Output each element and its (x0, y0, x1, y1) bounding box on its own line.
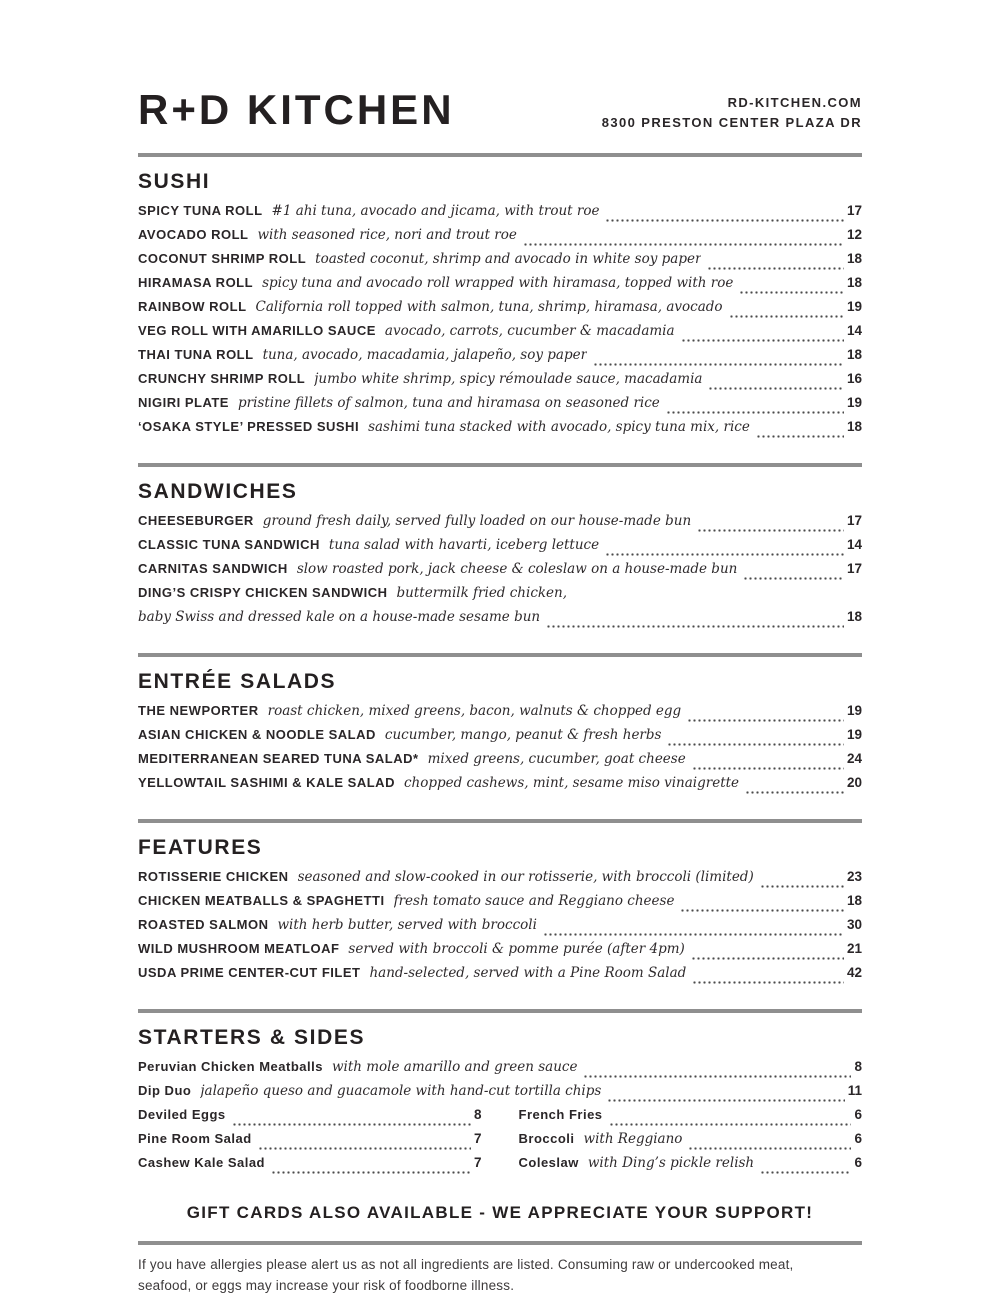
section-title: SUSHI (138, 170, 211, 194)
item-price: 21 (846, 941, 862, 957)
dot-leader (666, 403, 844, 415)
menu-item-row (138, 703, 862, 727)
menu-item-row (138, 585, 862, 609)
item-price: 18 (846, 275, 862, 291)
item-description: jalapeño queso and guacamole with hand-cut tortilla chips (200, 1083, 602, 1100)
item-name: YELLOWTAIL SASHIMI & KALE SALAD (138, 775, 395, 791)
item-name: CHICKEN MEATBALLS & SPAGHETTI (138, 893, 385, 909)
item-description: #1 ahi tuna, avocado and jicama, with trout roe (271, 203, 600, 220)
menu-item-row (138, 537, 862, 561)
item-price: 19 (846, 727, 862, 743)
sides-column (519, 1107, 863, 1179)
dot-leader (708, 379, 843, 391)
menu-item-row (138, 727, 862, 751)
item-description: roast chicken, mixed greens, bacon, walnuts & chopped egg (267, 703, 682, 720)
menu-item-row (138, 869, 862, 893)
item-price: 18 (846, 893, 862, 909)
item-price: 17 (846, 203, 862, 219)
item-name: CLASSIC TUNA SANDWICH (138, 537, 320, 553)
allergy-disclaimer: If you have allergies please alert us as not all ingredients are listed. Consuming raw or undercooked meat, seafood, or eggs may increase your risk of foodborne illness. (138, 1257, 794, 1294)
item-price: 8 (854, 1059, 862, 1075)
menu-item-row-continued (138, 609, 862, 633)
dot-leader (258, 1139, 471, 1151)
item-name: Dip Duo (138, 1083, 192, 1099)
item-description: pristine fillets of salmon, tuna and hiramasa on seasoned rice (237, 395, 660, 412)
item-price: 18 (846, 251, 862, 267)
item-price: 17 (846, 561, 862, 577)
item-description: served with broccoli & pomme purée (after 4pm) (348, 941, 685, 958)
menu-item-row (138, 227, 862, 251)
dot-leader (609, 1115, 852, 1127)
item-price: 19 (846, 395, 862, 411)
item-description: with mole amarillo and green sauce (331, 1059, 578, 1076)
menu-item-row (138, 371, 862, 395)
item-name: Cashew Kale Salad (138, 1155, 265, 1171)
dot-leader (605, 211, 843, 223)
dot-leader (745, 783, 844, 795)
restaurant-address: 8300 PRESTON CENTER PLAZA DR (601, 115, 862, 131)
gift-cards-banner: GIFT CARDS ALSO AVAILABLE - WE APPRECIATE YOUR SUPPORT! (186, 1203, 814, 1223)
item-description: baby Swiss and dressed kale on a house-made sesame bun (138, 609, 541, 626)
item-price: 6 (854, 1107, 862, 1123)
section-divider (138, 463, 862, 467)
item-name: Broccoli (518, 1131, 575, 1147)
item-description: sashimi tuna stacked with avocado, spicy tuna mix, rice (368, 419, 750, 436)
dot-leader (543, 925, 844, 937)
menu-item-row (138, 1107, 482, 1131)
item-name: HIRAMASA ROLL (138, 275, 254, 291)
item-price: 7 (473, 1155, 482, 1171)
item-price: 19 (846, 703, 862, 719)
item-name: USDA PRIME CENTER-CUT FILET (138, 965, 361, 981)
item-name: CHEESEBURGER (138, 513, 254, 529)
item-price: 30 (846, 917, 862, 933)
menu-item-row (138, 1059, 862, 1083)
item-name: DING’S CRISPY CHICKEN SANDWICH (138, 585, 388, 601)
item-name: ROASTED SALMON (138, 917, 269, 933)
item-price: 24 (846, 751, 862, 767)
item-name: VEG ROLL WITH AMARILLO SAUCE (138, 323, 376, 339)
item-description: cucumber, mango, peanut & fresh herbs (384, 727, 662, 744)
item-description: with Ding’s pickle relish (587, 1155, 755, 1172)
item-name: THAI TUNA ROLL (138, 347, 254, 363)
item-name: SPICY TUNA ROLL (138, 203, 263, 219)
menu-item-row (138, 299, 862, 323)
sides-column (138, 1107, 482, 1179)
item-price: 20 (846, 775, 862, 791)
item-price: 14 (846, 537, 862, 553)
item-description: buttermilk fried chicken, (396, 585, 568, 602)
dot-leader (607, 1091, 844, 1103)
dot-leader (523, 235, 844, 247)
item-price: 12 (846, 227, 862, 243)
dot-leader (593, 355, 844, 367)
menu-item-row (138, 203, 862, 227)
item-name: NIGIRI PLATE (138, 395, 229, 411)
item-price: 19 (846, 299, 862, 315)
item-description: spicy tuna and avocado roll wrapped with hiramasa, topped with roe (262, 275, 734, 292)
menu-item-row (138, 275, 862, 299)
item-description: California roll topped with salmon, tuna, shrimp, hiramasa, avocado (255, 299, 723, 316)
dot-leader (760, 877, 844, 889)
item-description: toasted coconut, shrimp and avocado in white soy paper (315, 251, 702, 268)
item-description: fresh tomato sauce and Reggiano cheese (393, 893, 675, 910)
item-description: avocado, carrots, cucumber & macadamia (384, 323, 675, 340)
restaurant-logo: R+D KITCHEN (138, 86, 455, 133)
menu-item-row (138, 775, 862, 799)
menu-item-row (138, 893, 862, 917)
menu-item-row (519, 1131, 863, 1155)
item-description: seasoned and slow-cooked in our rotisserie, with broccoli (limited) (297, 869, 754, 886)
item-description: with herb butter, served with broccoli (277, 917, 537, 934)
menu-item-row (138, 395, 862, 419)
dot-leader (687, 711, 844, 723)
dot-leader (697, 521, 844, 533)
item-name: Pine Room Salad (138, 1131, 252, 1147)
menu-item-row (138, 1083, 862, 1107)
item-name: THE NEWPORTER (138, 703, 259, 719)
item-price: 6 (854, 1131, 862, 1147)
item-description: with Reggiano (583, 1131, 683, 1148)
menu-item-row (138, 561, 862, 585)
menu-item-row (138, 751, 862, 775)
menu-item-row (138, 347, 862, 371)
item-price: 18 (846, 609, 862, 625)
item-name: COCONUT SHRIMP ROLL (138, 251, 307, 267)
item-price: 18 (846, 347, 862, 363)
footer-divider (138, 1241, 862, 1245)
item-name: French Fries (518, 1107, 603, 1123)
item-name: ‘OSAKA STYLE’ PRESSED SUSHI (138, 419, 360, 435)
item-description: tuna, avocado, macadamia, jalapeño, soy paper (262, 347, 588, 364)
item-price: 23 (846, 869, 862, 885)
dot-leader (232, 1115, 471, 1127)
section-title: STARTERS & SIDES (138, 1026, 366, 1050)
restaurant-website: RD-KITCHEN.COM (727, 95, 862, 110)
menu-header (138, 88, 862, 133)
item-description: chopped cashews, mint, sesame miso vinaigrette (403, 775, 740, 792)
item-price: 14 (846, 323, 862, 339)
section-title: SANDWICHES (138, 480, 298, 504)
menu-item-row (519, 1107, 863, 1131)
item-price: 8 (473, 1107, 482, 1123)
dot-leader (692, 759, 844, 771)
item-name: CRUNCHY SHRIMP ROLL (138, 371, 306, 387)
dot-leader (707, 259, 844, 271)
item-name: RAINBOW ROLL (138, 299, 247, 315)
dot-leader (691, 949, 844, 961)
item-name: Peruvian Chicken Meatballs (138, 1059, 323, 1075)
item-name: Deviled Eggs (138, 1107, 226, 1123)
item-price: 7 (473, 1131, 482, 1147)
dot-leader (739, 283, 844, 295)
item-name: Coleslaw (518, 1155, 579, 1171)
item-description: ground fresh daily, served fully loaded on our house-made bun (262, 513, 692, 530)
item-name: WILD MUSHROOM MEATLOAF (138, 941, 340, 957)
dot-leader (760, 1163, 851, 1175)
menu-item-row (519, 1155, 863, 1179)
item-name: MEDITERRANEAN SEARED TUNA SALAD* (138, 751, 419, 767)
dot-leader (583, 1067, 851, 1079)
section-divider (138, 153, 862, 157)
dot-leader (729, 307, 844, 319)
item-description: tuna salad with havarti, iceberg lettuce (328, 537, 600, 554)
item-description: slow roasted pork, jack cheese & coleslaw on a house-made bun (296, 561, 738, 578)
item-description: jumbo white shrimp, spicy rémoulade sauce, macadamia (314, 371, 703, 388)
item-name: CARNITAS SANDWICH (138, 561, 288, 577)
dot-leader (688, 1139, 851, 1151)
menu-item-row (138, 1131, 482, 1155)
item-description: mixed greens, cucumber, goat cheese (427, 751, 686, 768)
section-title: FEATURES (138, 836, 263, 860)
menu-item-row (138, 941, 862, 965)
item-name: ROTISSERIE CHICKEN (138, 869, 289, 885)
menu-item-row (138, 419, 862, 443)
item-price: 17 (846, 513, 862, 529)
dot-leader (680, 901, 844, 913)
dot-leader (271, 1163, 471, 1175)
sides-columns (138, 1107, 862, 1179)
item-name: ASIAN CHICKEN & NOODLE SALAD (138, 727, 376, 743)
menu-item-row (138, 1155, 482, 1179)
dot-leader (605, 545, 844, 557)
menu-sections (138, 153, 862, 1179)
item-price: 6 (854, 1155, 862, 1171)
dot-leader (756, 427, 844, 439)
menu-item-row (138, 513, 862, 537)
menu-item-row (138, 965, 862, 989)
dot-leader (546, 617, 844, 629)
menu-item-row (138, 323, 862, 347)
section-divider (138, 653, 862, 657)
item-name: AVOCADO ROLL (138, 227, 249, 243)
section-title: ENTRÉE SALADS (138, 670, 337, 694)
item-description: with seasoned rice, nori and trout roe (257, 227, 517, 244)
menu-item-row (138, 251, 862, 275)
item-price: 11 (847, 1083, 862, 1099)
item-price: 16 (846, 371, 862, 387)
item-price: 42 (846, 965, 862, 981)
item-description: hand-selected, served with a Pine Room Salad (369, 965, 687, 982)
dot-leader (681, 331, 844, 343)
header-contact (602, 88, 862, 133)
dot-leader (692, 973, 844, 985)
item-price: 18 (846, 419, 862, 435)
menu-item-row (138, 917, 862, 941)
dot-leader (743, 569, 844, 581)
section-divider (138, 1009, 862, 1013)
section-divider (138, 819, 862, 823)
dot-leader (667, 735, 844, 747)
